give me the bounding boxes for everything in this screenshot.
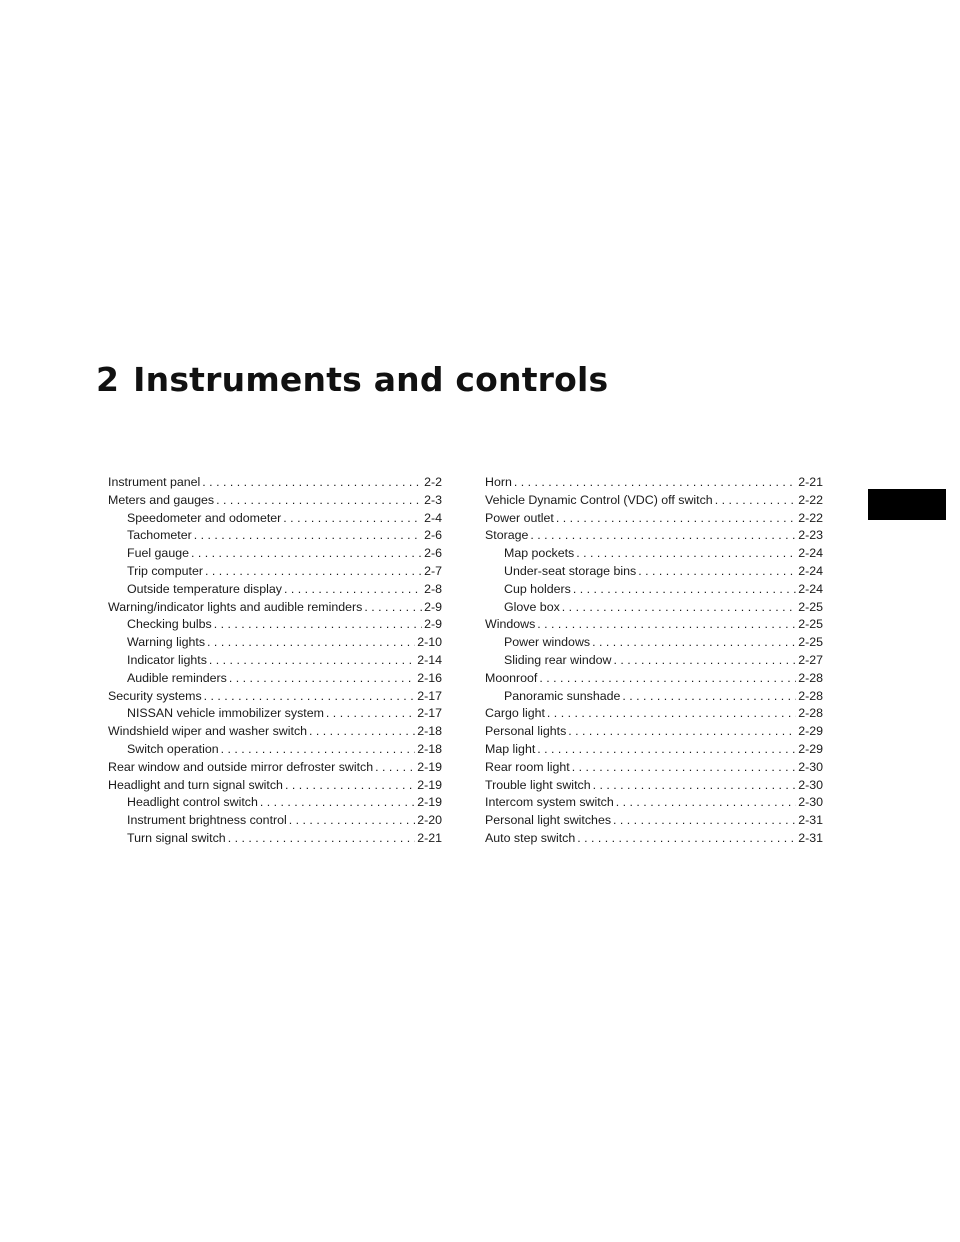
toc-page-number: 2-27 bbox=[798, 652, 823, 667]
toc-page-number: 2-19 bbox=[417, 759, 442, 774]
toc-page-number: 2-25 bbox=[798, 635, 823, 650]
toc-dot-leader bbox=[194, 527, 422, 545]
toc-entry-label: Warning lights bbox=[127, 635, 206, 650]
chapter-title-text: Instruments and controls bbox=[133, 360, 609, 399]
toc-dot-leader bbox=[572, 759, 796, 777]
toc-page-number: 2-16 bbox=[417, 670, 442, 685]
toc-dot-leader bbox=[715, 492, 796, 510]
toc-left-column bbox=[108, 474, 442, 848]
toc-page-number: 2-25 bbox=[798, 599, 823, 614]
toc-entry[interactable] bbox=[485, 474, 823, 492]
toc-page-number: 2-3 bbox=[424, 492, 442, 507]
toc-page-number: 2-21 bbox=[798, 475, 823, 489]
toc-dot-leader bbox=[537, 616, 796, 634]
toc-entry[interactable] bbox=[485, 741, 823, 759]
toc-entry-label: Security systems bbox=[108, 688, 202, 703]
toc-dot-leader bbox=[202, 474, 422, 492]
chapter-title bbox=[96, 360, 608, 399]
toc-entry-label: Tachometer bbox=[127, 528, 192, 543]
toc-entry-label: Map light bbox=[485, 741, 536, 756]
toc-dot-leader bbox=[537, 741, 796, 759]
toc-entry-label: Indicator lights bbox=[127, 652, 207, 667]
toc-dot-leader bbox=[616, 794, 796, 812]
toc-subentry[interactable] bbox=[108, 563, 442, 581]
toc-entry[interactable] bbox=[108, 777, 442, 795]
toc-entry[interactable] bbox=[485, 812, 823, 830]
toc-entry-label: Auto step switch bbox=[485, 830, 576, 845]
toc-page-number: 2-22 bbox=[798, 510, 823, 525]
toc-dot-leader bbox=[209, 652, 415, 670]
toc-page-number: 2-18 bbox=[417, 741, 442, 756]
toc-entry-label: Instrument brightness control bbox=[127, 813, 287, 828]
toc-entry[interactable] bbox=[485, 830, 823, 848]
toc-entry[interactable] bbox=[485, 492, 823, 510]
toc-entry-label: Checking bulbs bbox=[127, 617, 212, 632]
toc-dot-leader bbox=[568, 723, 796, 741]
toc-entry-label: Headlight control switch bbox=[127, 795, 258, 810]
toc-page-number: 2-29 bbox=[798, 741, 823, 756]
toc-page-number: 2-9 bbox=[424, 617, 442, 632]
toc-entry-label: Windows bbox=[485, 617, 536, 632]
toc-page-number: 2-24 bbox=[798, 563, 823, 578]
toc-dot-leader bbox=[284, 581, 422, 599]
toc-page-number: 2-28 bbox=[798, 688, 823, 703]
toc-subentry[interactable] bbox=[485, 581, 823, 599]
toc-entry-label: Outside temperature display bbox=[127, 581, 282, 596]
toc-entry[interactable] bbox=[108, 599, 442, 617]
toc-entry[interactable] bbox=[485, 794, 823, 812]
toc-page-number: 2-17 bbox=[417, 706, 442, 721]
toc-dot-leader bbox=[285, 777, 415, 795]
toc-subentry[interactable] bbox=[108, 741, 442, 759]
toc-entry[interactable] bbox=[485, 510, 823, 528]
toc-dot-leader bbox=[562, 599, 796, 617]
toc-dot-leader bbox=[214, 616, 422, 634]
toc-dot-leader bbox=[530, 527, 796, 545]
toc-right-column bbox=[485, 474, 823, 848]
toc-page-number: 2-9 bbox=[424, 599, 442, 614]
toc-dot-leader bbox=[547, 705, 796, 723]
toc-page-number: 2-4 bbox=[424, 510, 442, 525]
toc-entry-label: Instrument panel bbox=[108, 475, 201, 489]
toc-entry-label: Power outlet bbox=[485, 510, 554, 525]
toc-page-number: 2-31 bbox=[798, 830, 823, 845]
toc-entry[interactable] bbox=[485, 759, 823, 777]
chapter-tab-marker bbox=[868, 489, 946, 520]
toc-page-number: 2-19 bbox=[417, 777, 442, 792]
toc-entry-label: Warning/indicator lights and audible reminders bbox=[108, 599, 363, 614]
toc-page-number: 2-29 bbox=[798, 724, 823, 739]
toc-dot-leader bbox=[283, 510, 422, 528]
toc-entry-label: Horn bbox=[485, 475, 512, 489]
toc-dot-leader bbox=[207, 634, 415, 652]
toc-entry-label: Power windows bbox=[504, 635, 591, 650]
toc-dot-leader bbox=[260, 794, 415, 812]
toc-page-number: 2-24 bbox=[798, 546, 823, 561]
toc-page-number: 2-19 bbox=[417, 795, 442, 810]
toc-entry[interactable] bbox=[108, 474, 442, 492]
toc-entry-label: Trouble light switch bbox=[485, 777, 591, 792]
toc-page-number: 2-28 bbox=[798, 670, 823, 685]
toc-page-number: 2-23 bbox=[798, 528, 823, 543]
toc-entry-label: Sliding rear window bbox=[504, 652, 612, 667]
toc-subentry[interactable] bbox=[485, 545, 823, 563]
toc-entry-label: Map pockets bbox=[504, 546, 575, 561]
toc-subentry[interactable] bbox=[485, 599, 823, 617]
toc-entry-label: Switch operation bbox=[127, 741, 219, 756]
toc-page-number: 2-6 bbox=[424, 546, 442, 561]
toc-page-number: 2-2 bbox=[424, 475, 442, 489]
toc-subentry[interactable] bbox=[485, 688, 823, 706]
toc-entry[interactable] bbox=[485, 527, 823, 545]
toc-dot-leader bbox=[309, 723, 415, 741]
toc-page-number: 2-30 bbox=[798, 777, 823, 792]
toc-dot-leader bbox=[191, 545, 422, 563]
toc-dot-leader bbox=[375, 759, 415, 777]
toc-page-number: 2-31 bbox=[798, 813, 823, 828]
toc-page-number: 2-22 bbox=[798, 492, 823, 507]
toc-dot-leader bbox=[556, 510, 796, 528]
toc-subentry[interactable] bbox=[108, 812, 442, 830]
toc-subentry[interactable] bbox=[108, 616, 442, 634]
toc-dot-leader bbox=[228, 830, 415, 848]
toc-subentry[interactable] bbox=[108, 527, 442, 545]
toc-dot-leader bbox=[205, 563, 422, 581]
toc-page-number: 2-8 bbox=[424, 581, 442, 596]
toc-entry-label: Panoramic sunshade bbox=[504, 688, 621, 703]
toc-dot-leader bbox=[638, 563, 796, 581]
toc-entry-label: Turn signal switch bbox=[127, 830, 226, 845]
toc-dot-leader bbox=[592, 634, 796, 652]
toc-subentry[interactable] bbox=[108, 510, 442, 528]
toc-entry-label: Glove box bbox=[504, 599, 560, 614]
toc-entry[interactable] bbox=[485, 777, 823, 795]
toc-page-number: 2-20 bbox=[417, 813, 442, 828]
toc-entry-label: Fuel gauge bbox=[127, 546, 190, 561]
toc-page-number: 2-24 bbox=[798, 581, 823, 596]
toc-entry[interactable] bbox=[108, 759, 442, 777]
toc-entry-label: Vehicle Dynamic Control (VDC) off switch bbox=[485, 492, 713, 507]
toc-entry[interactable] bbox=[485, 705, 823, 723]
toc-dot-leader bbox=[229, 670, 415, 688]
toc-page-number: 2-25 bbox=[798, 617, 823, 632]
toc-subentry[interactable] bbox=[485, 634, 823, 652]
toc-entry-label: Rear room light bbox=[485, 759, 570, 774]
toc-subentry[interactable] bbox=[485, 652, 823, 670]
toc-dot-leader bbox=[613, 812, 796, 830]
toc-entry[interactable] bbox=[108, 492, 442, 510]
toc-entry-label: Meters and gauges bbox=[108, 492, 215, 507]
toc-page-number: 2-21 bbox=[417, 830, 442, 845]
toc-entry-label: Rear window and outside mirror defroster switch bbox=[108, 759, 374, 774]
toc-page-number: 2-10 bbox=[417, 635, 442, 650]
toc-dot-leader bbox=[613, 652, 796, 670]
toc-subentry[interactable] bbox=[108, 830, 442, 848]
toc-dot-leader bbox=[216, 492, 422, 510]
toc-subentry[interactable] bbox=[108, 581, 442, 599]
toc-dot-leader bbox=[573, 581, 796, 599]
toc-page-number: 2-30 bbox=[798, 759, 823, 774]
toc-page-number: 2-14 bbox=[417, 652, 442, 667]
toc-subentry[interactable] bbox=[108, 670, 442, 688]
toc-dot-leader bbox=[221, 741, 416, 759]
toc-subentry[interactable] bbox=[108, 794, 442, 812]
toc-dot-leader bbox=[577, 830, 796, 848]
toc-entry-label: Audible reminders bbox=[127, 670, 227, 685]
toc-dot-leader bbox=[576, 545, 796, 563]
chapter-number: 2 bbox=[96, 360, 120, 399]
toc-entry-label: Moonroof bbox=[485, 670, 538, 685]
toc-entry-label: Trip computer bbox=[127, 563, 203, 578]
toc-entry-label: Storage bbox=[485, 528, 529, 543]
toc-entry-label: Personal light switches bbox=[485, 813, 612, 828]
toc-subentry[interactable] bbox=[108, 634, 442, 652]
toc-dot-leader bbox=[514, 474, 796, 492]
toc-dot-leader bbox=[204, 688, 416, 706]
toc-entry-label: NISSAN vehicle immobilizer system bbox=[127, 706, 324, 721]
toc-page-number: 2-18 bbox=[417, 724, 442, 739]
toc-entry-label: Personal lights bbox=[485, 724, 567, 739]
toc-subentry[interactable] bbox=[108, 652, 442, 670]
toc-dot-leader bbox=[289, 812, 415, 830]
toc-subentry[interactable] bbox=[108, 545, 442, 563]
toc-entry-label: Cargo light bbox=[485, 706, 545, 721]
toc-entry[interactable] bbox=[485, 670, 823, 688]
toc-page-number: 2-30 bbox=[798, 795, 823, 810]
toc-page-number: 2-28 bbox=[798, 706, 823, 721]
toc-entry[interactable] bbox=[108, 723, 442, 741]
toc-entry-label: Windshield wiper and washer switch bbox=[108, 724, 308, 739]
toc-entry[interactable] bbox=[485, 616, 823, 634]
toc-dot-leader bbox=[326, 705, 415, 723]
toc-dot-leader bbox=[593, 777, 797, 795]
toc-page-number: 2-17 bbox=[417, 688, 442, 703]
toc-page-number: 2-7 bbox=[424, 563, 442, 578]
toc-entry-label: Intercom system switch bbox=[485, 795, 614, 810]
toc-entry-label: Cup holders bbox=[504, 581, 571, 596]
toc-entry-label: Under-seat storage bins bbox=[504, 563, 637, 578]
toc-dot-leader bbox=[622, 688, 796, 706]
toc-subentry[interactable] bbox=[108, 705, 442, 723]
toc-entry[interactable] bbox=[108, 688, 442, 706]
toc-dot-leader bbox=[539, 670, 796, 688]
toc-page-number: 2-6 bbox=[424, 528, 442, 543]
toc-entry-label: Speedometer and odometer bbox=[127, 510, 282, 525]
toc-subentry[interactable] bbox=[485, 563, 823, 581]
toc-entry[interactable] bbox=[485, 723, 823, 741]
toc-dot-leader bbox=[364, 599, 422, 617]
toc-entry-label: Headlight and turn signal switch bbox=[108, 777, 283, 792]
